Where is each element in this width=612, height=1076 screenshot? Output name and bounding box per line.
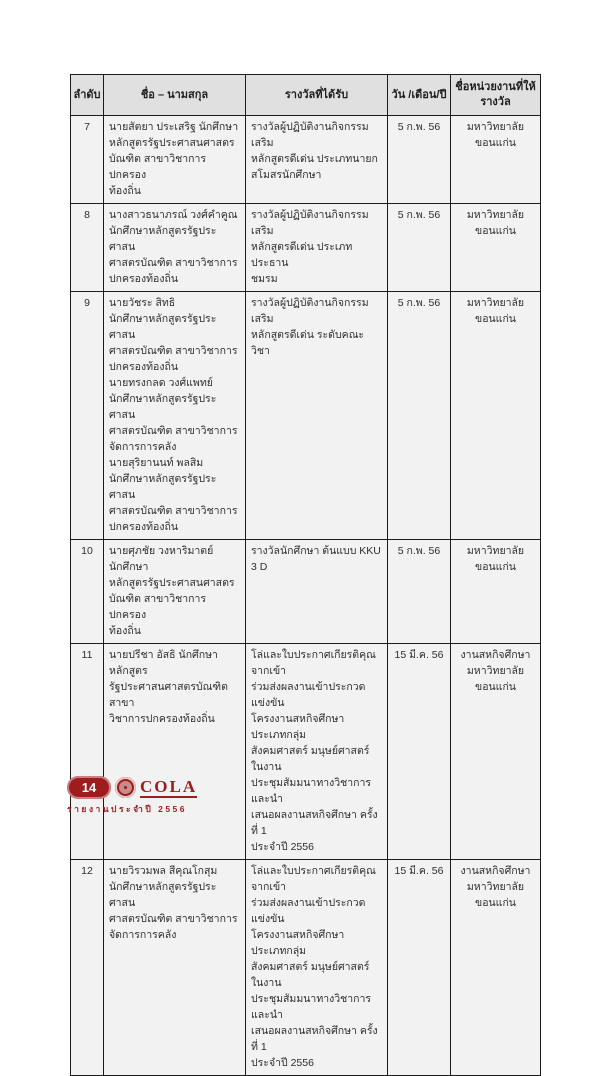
- name-cell: นางสาวธนาภรณ์ วงศ์คำคูณ นักศึกษาหลักสูตรรัฐประศาสน ศาสตรบัณฑิต สาขาวิชาการ ปกครองท้องถิ่น: [104, 204, 246, 292]
- row-number-cell: 8: [71, 204, 104, 292]
- award-cell: รางวัลผู้ปฏิบัติงานกิจกรรมเสริม หลักสูตรดีเด่น ประเภทประธาน ชมรม: [246, 204, 388, 292]
- table-row: [71, 644, 541, 860]
- footer-caption: รายงานประจำปี 2556: [67, 804, 187, 814]
- date-cell: 5 ก.พ. 56: [388, 204, 451, 292]
- award-cell: รางวัลผู้ปฏิบัติงานกิจกรรมเสริม หลักสูตรดีเด่น ระดับคณะวิชา: [246, 292, 388, 540]
- agency-cell: มหาวิทยาลัย ขอนแก่น: [451, 292, 541, 540]
- table-row: [71, 540, 541, 644]
- date-cell: 5 ก.พ. 56: [388, 540, 451, 644]
- table-row: [71, 292, 541, 540]
- cola-logo: COLA: [140, 776, 198, 796]
- page-number: 14: [81, 780, 97, 795]
- name-cell: นายวิรวมพล สีคุณโกสุม นักศึกษาหลักสูตรรัฐประศาสน ศาสตรบัณฑิต สาขาวิชาการ จัดการการคลัง: [104, 860, 246, 1076]
- agency-cell: งานสหกิจศึกษา มหาวิทยาลัย ขอนแก่น: [451, 860, 541, 1076]
- column-header: ชื่อหน่วยงานที่ให้ รางวัล: [451, 75, 541, 116]
- table-row: [71, 204, 541, 292]
- date-cell: 5 ก.พ. 56: [388, 116, 451, 204]
- table-row: [71, 860, 541, 1076]
- date-cell: 5 ก.พ. 56: [388, 292, 451, 540]
- table-body: [71, 116, 541, 1076]
- row-number-cell: 7: [71, 116, 104, 204]
- date-cell: 15 มี.ค. 56: [388, 644, 451, 860]
- row-number-cell: 11: [71, 644, 104, 860]
- table-header-row: [71, 75, 541, 116]
- column-header: ลำดับ: [71, 75, 104, 116]
- table-header: [71, 75, 541, 116]
- agency-cell: มหาวิทยาลัย ขอนแก่น: [451, 540, 541, 644]
- awards-table: [70, 74, 541, 1076]
- row-number-cell: 9: [71, 292, 104, 540]
- row-number-cell: 12: [71, 860, 104, 1076]
- table-row: [71, 116, 541, 204]
- agency-cell: มหาวิทยาลัย ขอนแก่น: [451, 116, 541, 204]
- date-cell: 15 มี.ค. 56: [388, 860, 451, 1076]
- column-header: วัน /เดือน/ปี: [388, 75, 451, 116]
- agency-cell: มหาวิทยาลัย ขอนแก่น: [451, 204, 541, 292]
- award-cell: รางวัลผู้ปฏิบัติงานกิจกรรมเสริม หลักสูตรดีเด่น ประเภทนายก สโมสรนักศึกษา: [246, 116, 388, 204]
- footer-logo-row: [67, 776, 207, 799]
- award-cell: โล่และใบประกาศเกียรติคุณจากเข้า ร่วมส่งผลงานเข้าประกวดแข่งขัน โครงงานสหกิจศึกษา ประเภทกลุ่ม สังคมศาสตร์ มนุษย์ศาสตร์ ในงาน ประชุมสัมมนาทางวิชาการ และนำ เสนอผลงานสหกิจศึกษา ครั้งที่ 1 ประจำปี 2556: [246, 860, 388, 1076]
- name-cell: นายสัตยา ประเสริฐ นักศึกษา หลักสูตรรัฐประศาสนศาสตร บัณฑิต สาขาวิชาการปกครอง ท้องถิ่น: [104, 116, 246, 204]
- award-cell: โล่และใบประกาศเกียรติคุณจากเข้า ร่วมส่งผลงานเข้าประกวดแข่งขัน โครงงานสหกิจศึกษา ประเภทกลุ่ม สังคมศาสตร์ มนุษย์ศาสตร์ ในงาน ประชุมสัมมนาทางวิชาการ และนำ เสนอผลงานสหกิจศึกษา ครั้งที่ 1 ประจำปี 2556: [246, 644, 388, 860]
- cola-seal-icon: [115, 777, 136, 798]
- column-header: รางวัลที่ได้รับ: [246, 75, 388, 116]
- agency-cell: งานสหกิจศึกษา มหาวิทยาลัย ขอนแก่น: [451, 644, 541, 860]
- page-footer: [67, 776, 207, 816]
- name-cell: นายวัชระ สิทธิ นักศึกษาหลักสูตรรัฐประศาสน ศาสตรบัณฑิต สาขาวิชาการ ปกครองท้องถิ่น นายทรงกลด วงศ์แพทย์ นักศึกษาหลักสูตรรัฐประศาสน ศาสตรบัณฑิต สาขาวิชาการ จัดการการคลัง นายสุริยานนท์ พลสิม นักศึกษาหลักสูตรรัฐประศาสน ศาสตรบัณฑิต สาขาวิชาการ ปกครองท้องถิ่น: [104, 292, 246, 540]
- award-cell: รางวัลนักศึกษา ต้นแบบ KKU 3 D: [246, 540, 388, 644]
- page-number-badge: [67, 776, 111, 799]
- column-header: ชื่อ – นามสกุล: [104, 75, 246, 116]
- name-cell: นายปรีชา อัสธิ นักศึกษาหลักสูตร รัฐประศาสนศาสตรบัณฑิต สาขา วิชาการปกครองท้องถิ่น: [104, 644, 246, 860]
- name-cell: นายศุภชัย วงหาริมาตย์ นักศึกษา หลักสูตรรัฐประศาสนศาสตร บัณฑิต สาขาวิชาการปกครอง ท้องถิ่น: [104, 540, 246, 644]
- row-number-cell: 10: [71, 540, 104, 644]
